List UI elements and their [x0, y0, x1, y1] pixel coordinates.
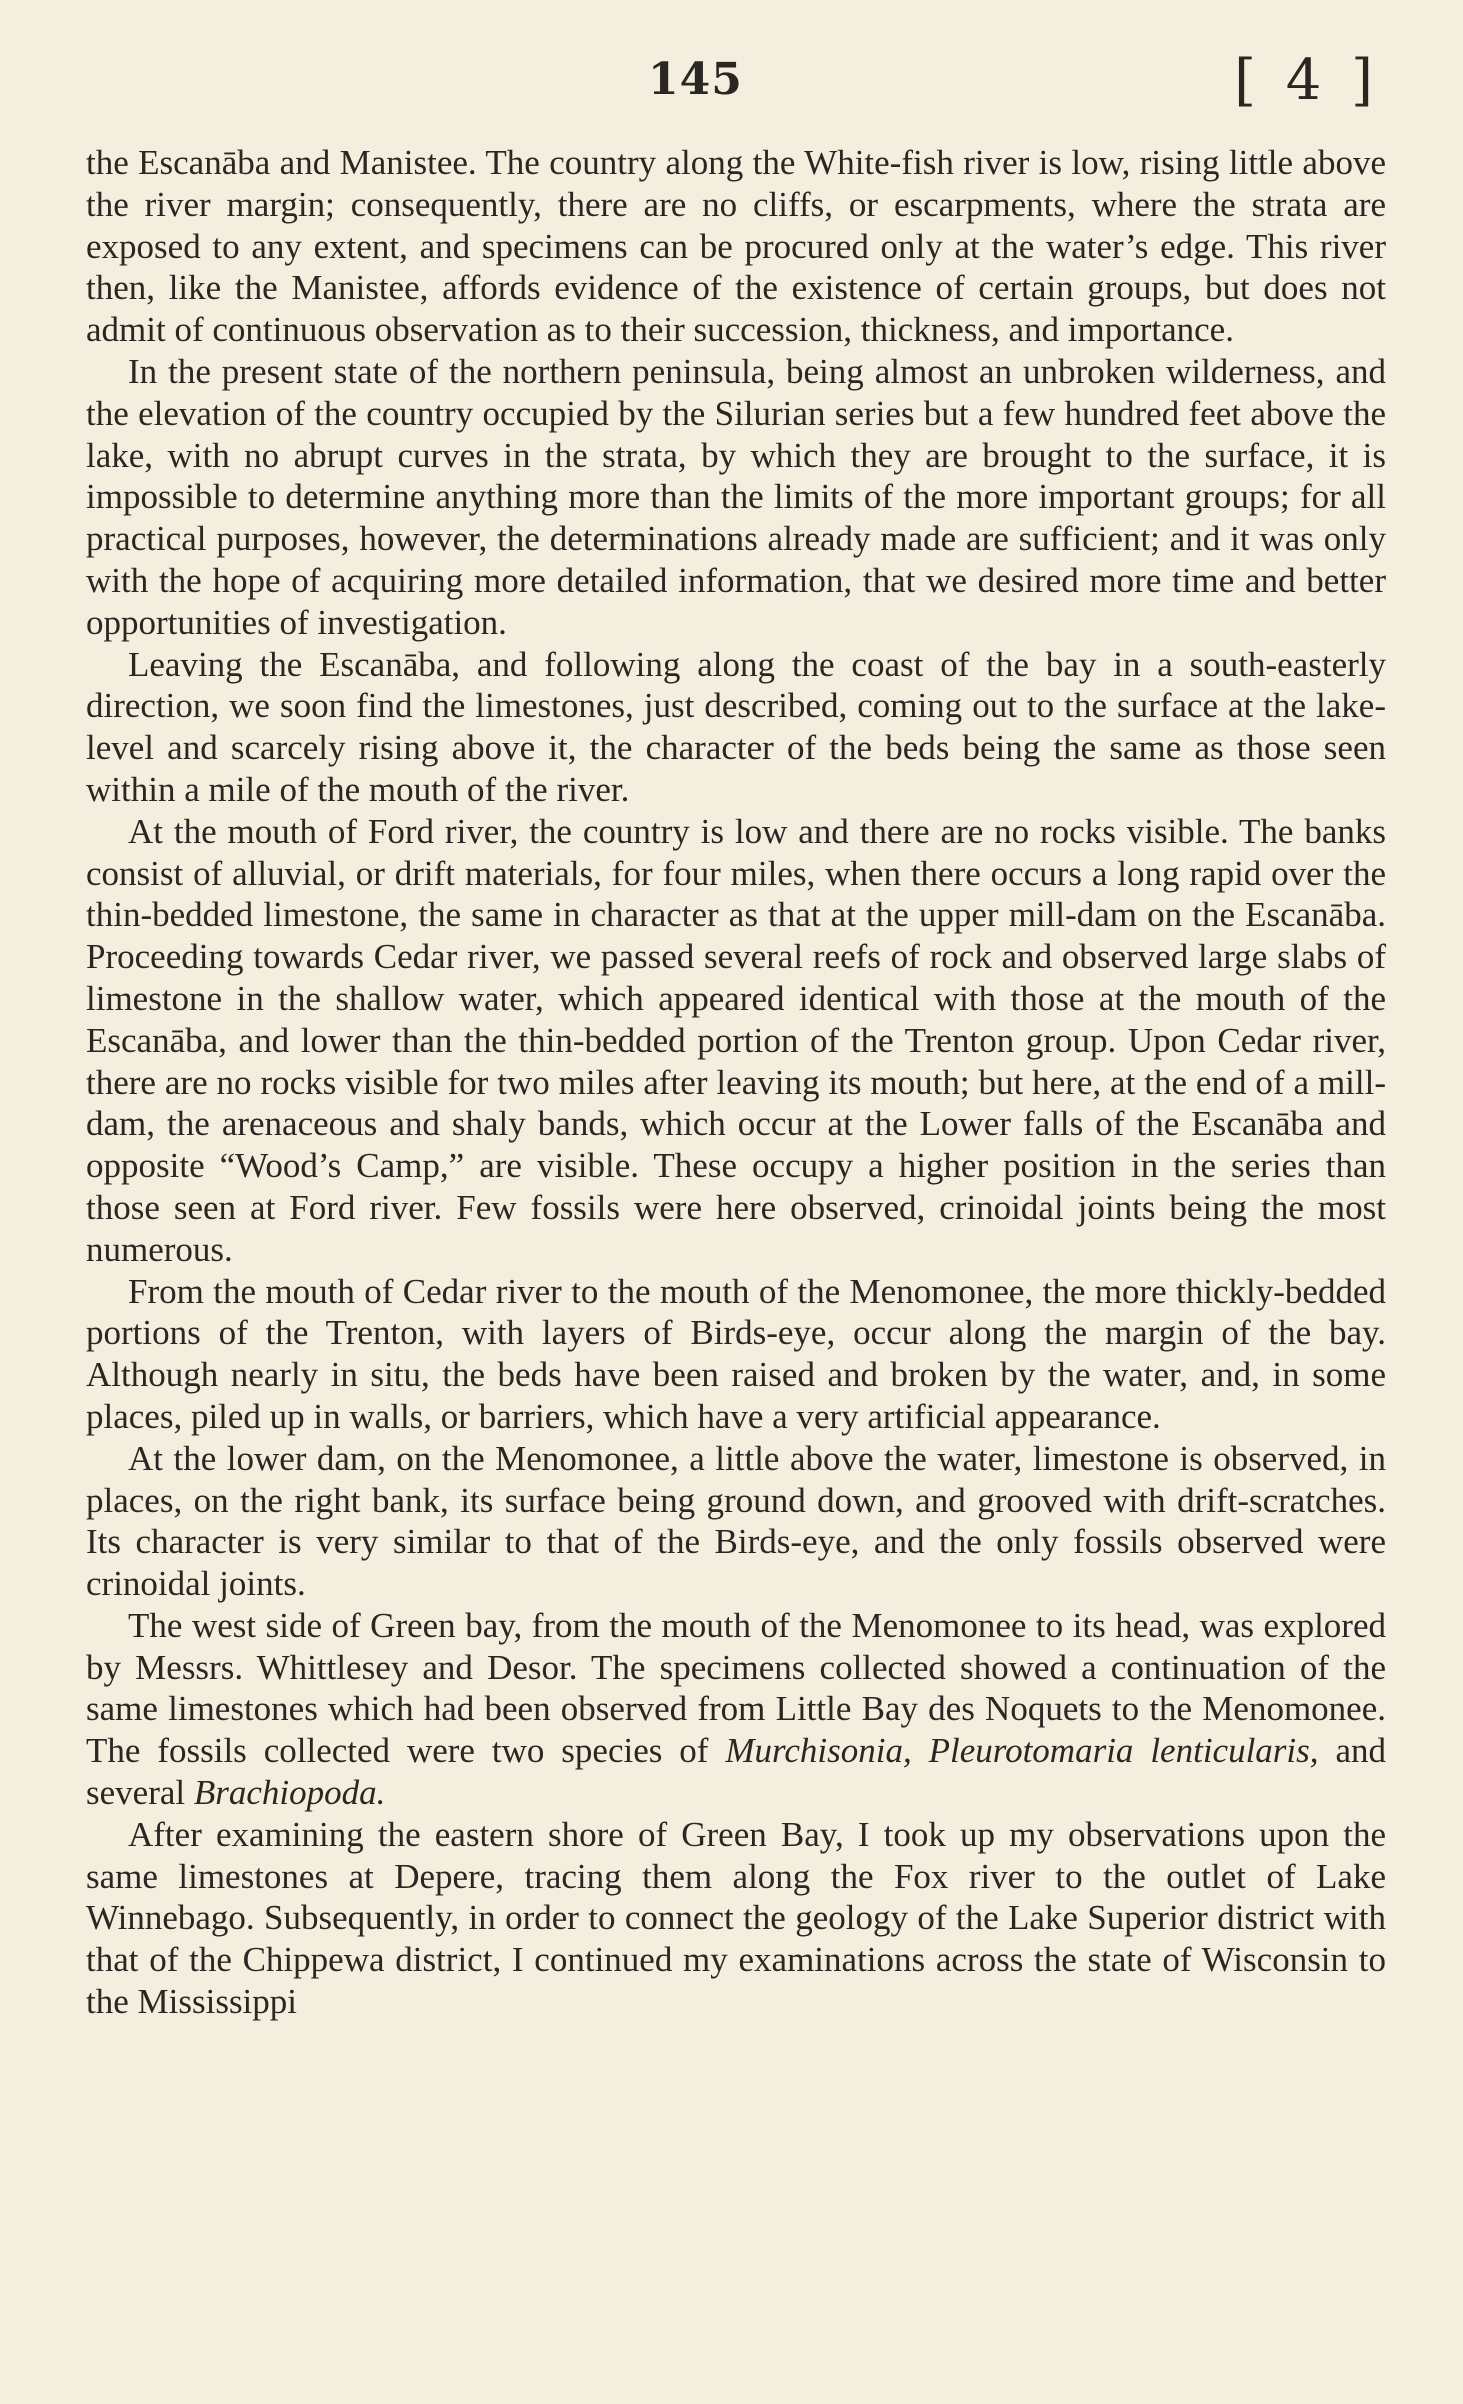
paragraph-8: After examining the eastern shore of Green Bay, I took up my observations upon the same limestones at Depere, tracing them along the Fox river to the outlet of Lake Winnebago. Subsequently, in order to connect the geology of the Lake Superior district with that of the Chippewa district, I continued my examinations across the state of Wisconsin to the Mississippi — [86, 1814, 1386, 2022]
paragraph-7-text-2: and several — [86, 1731, 1386, 1813]
paragraph-3: Leaving the Escanāba, and following along the coast of the bay in a south-easterly direction, we soon find the limestones, just described, coming out to the surface at the lake-level and scarcely rising above it, the character of the beds being the same as those seen within a mile of the mouth of the river. — [86, 644, 1386, 809]
page-number: 145 — [648, 54, 743, 105]
paragraph-2: In the present state of the northern peninsula, being almost an unbroken wilderness, and the elevation of the country occupied by the Silurian series but a few hundred feet above the lake, with no abrupt curves in the strata, by which they are brought to the surface, it is impossible to determine anything more than the limits of the more important groups; for all practical purposes, however, the determinations already made are sufficient; and it was only with the hope of acquiring more detailed information, that we desired more time and better opportunities of investigation. — [86, 351, 1386, 642]
paragraph-7-italic-brachiopoda: Brachiopoda. — [193, 1773, 386, 1813]
paragraph-7-italic-species: Murchisonia, Pleurotomaria lenticularis, — [725, 1731, 1319, 1771]
paragraph-7-text: The west side of Green bay, from the mouth of the Menomonee to its head, was explored by Messrs. Whittlesey and Desor. The specimens collected showed a continuation of the same limestones which had been observed from Little Bay des Noquets to the Menomonee. The fossils collected were two species of — [86, 1605, 1386, 1771]
body-text — [86, 142, 1386, 2023]
paragraph-5: From the mouth of Cedar river to the mouth of the Menomonee, the more thickly-bedded portions of the Trenton, with layers of Birds-eye, occur along the margin of the bay. Although nearly in situ, the beds have been raised and broken by the water, and, in some places, piled up in walls, or barriers, which have a very artificial appearance. — [86, 1271, 1386, 1436]
paragraph-4: At the mouth of Ford river, the country is low and there are no rocks visible. The banks consist of alluvial, or drift materials, for four miles, when there occurs a long rapid over the thin-bedded limestone, the same in character as that at the upper mill-dam on the Escanāba. Proceeding towards Cedar river, we passed several reefs of rock and observed large slabs of limestone in the shallow water, which appeared identical with those at the mouth of the Escanāba, and lower than the thin-bedded portion of the Trenton group. Upon Cedar river, there are no rocks visible for two miles after leaving its mouth; but here, at the end of a mill-dam, the arenaceous and shaly bands, which occur at the Lower falls of the Escanāba and opposite “Wood’s Camp,” are visible. These occupy a higher position in the series than those seen at Ford river. Few fossils were here observed, crinoidal joints being the most numerous. — [86, 811, 1386, 1269]
paragraph-6: At the lower dam, on the Menomonee, a little above the water, limestone is observed, in places, on the right bank, its surface being ground down, and grooved with drift-scratches. Its character is very similar to that of the Birds-eye, and the only fossils observed were crinoidal joints. — [86, 1438, 1386, 1604]
paragraph-7 — [86, 1605, 1386, 1814]
document-number: [ 4 ] — [1234, 48, 1379, 113]
paragraph-1: the Escanāba and Manistee. The country along the White-fish river is low, rising little above the river margin; consequently, there are no cliffs, or escarpments, where the strata are exposed to any extent, and specimens can be procured only at the water’s edge. This river then, like the Manistee, affords evidence of the existence of certain groups, but does not admit of continuous observation as to their succession, thickness, and importance. — [86, 143, 1386, 350]
page-header — [0, 48, 1463, 128]
